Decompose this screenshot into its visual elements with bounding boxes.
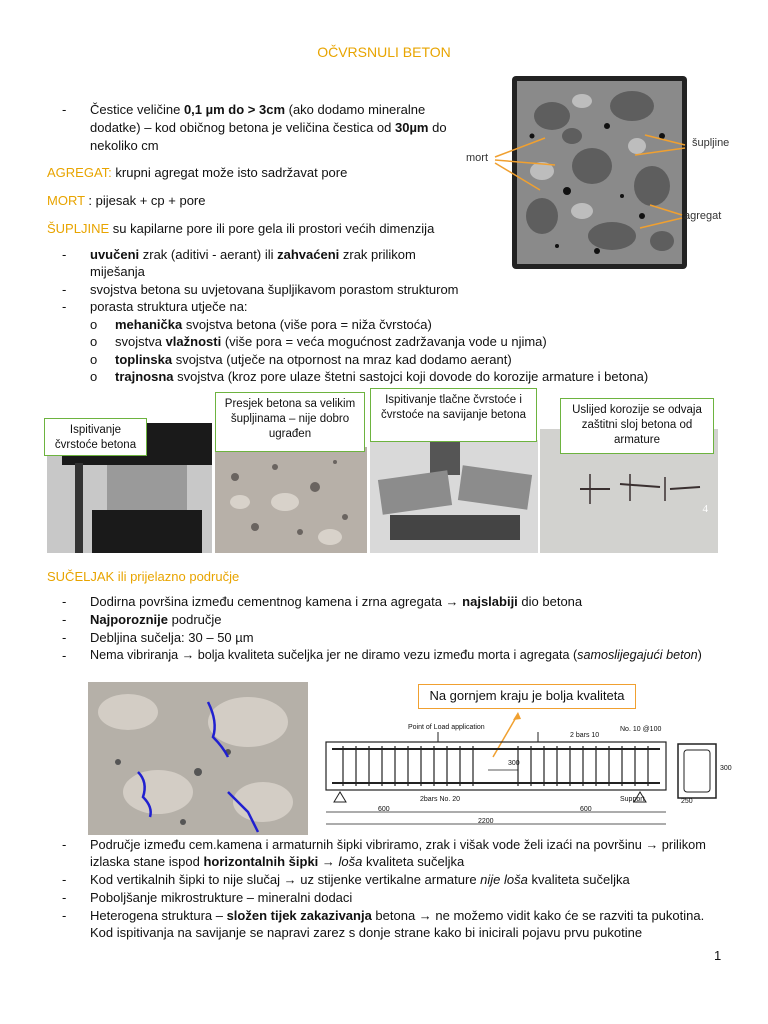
beam-note: Na gornjem kraju je bolja kvaliteta: [418, 684, 636, 709]
page-title: OČVRSNULI BETON: [317, 44, 451, 60]
prop-toplinska: toplinska svojstva (utječe na otpornost na mraz kad dodamo aerant): [115, 352, 512, 367]
prop-trajnosna: trajnosna svojstva (kroz pore ulaze štetni sastojci koji dovode do korozije armature i betona): [115, 369, 649, 384]
caption-flexure: Ispitivanje tlačne čvrstoće i čvrstoće na savijanje betona: [370, 388, 537, 442]
photo-interface: [88, 682, 308, 835]
beam-bars-bot: 2bars No. 20: [420, 796, 461, 803]
sucelje-bullet-2: Najporoznije područje: [90, 612, 222, 627]
bottom-bullet-1b: izlaska stane ispod horizontalnih šipki → loša kvaliteta sučeljka: [90, 854, 465, 869]
prop-mehanicka: mehanička svojstva betona (više pora = niža čvrstoća): [115, 317, 432, 332]
supljine-bullet-2: svojstva betona su uvjetovana šupljikavom porastom strukturom: [90, 282, 459, 297]
intro-line-2: dodatke) – kod običnog betona je veličina čestica od 30µm do: [90, 120, 447, 135]
beam-bars-top: 2 bars 10: [570, 732, 600, 739]
label-supljine: šupljine: [692, 137, 730, 149]
beam-d600a: 600: [378, 806, 390, 813]
caption-compression: Ispitivanje čvrstoće betona: [44, 418, 147, 456]
agregat-line: AGREGAT: krupni agregat može isto sadržavat pore: [47, 165, 348, 180]
bottom-bullet-2: Kod vertikalnih šipki to nije slučaj → uz stijenke vertikalne armature nije loša kvaliteta sučeljka: [90, 872, 630, 887]
beam-mid: 300: [508, 760, 520, 767]
intro-line-3: nekoliko cm: [90, 138, 159, 153]
photo-flexure-test: [370, 440, 538, 553]
photo-number: 4: [702, 503, 708, 515]
bottom-bullet-3: Poboljšanje mikrostrukture – mineralni dodaci: [90, 890, 353, 905]
sucelje-bullet-4: Nema vibriranja → bolja kvaliteta sučeljka jer ne diramo vezu između morta i agregata (samoslijegajući beton): [90, 648, 702, 662]
page-number: 1: [714, 948, 722, 963]
label-mort: mort: [466, 152, 488, 164]
sucelje-heading: SUČELJAK ili prijelazno područje: [47, 569, 240, 584]
beam-total: 2200: [478, 818, 494, 825]
supljine-line: ŠUPLJINE su kapilarne pore ili pore gela ili prostori većih dimenzija: [47, 221, 435, 236]
bottom-bullet-4b: Kod ispitivanja na savijanje se napravi zarez s donje strane kako bi inicirali pojavu prvu pukotine: [90, 925, 643, 940]
caption-corrosion: Uslijed korozije se odvaja zaštitni sloj betona od armature: [560, 398, 714, 454]
sucelje-bullet-3: Debljina sučelja: 30 – 50 µm: [90, 630, 254, 645]
beam-load: Point of Load application: [408, 724, 485, 731]
caption-section: Presjek betona sa velikim šupljinama – nije dobro ugrađen: [215, 392, 365, 452]
bottom-bullet-4: Heterogena struktura – složen tijek zakazivanja betona → ne možemo vidit kako će se razviti ta pukotina.: [90, 908, 705, 923]
figure-arrows: [460, 130, 690, 240]
supljine-bullet-1: uvučeni zrak (aditivi - aerant) ili zahvaćeni zrak prilikom: [90, 247, 416, 262]
photo-section-voids: [215, 447, 367, 553]
mort-line: MORT : pijesak + cp + pore: [47, 193, 206, 208]
beam-stirrups: No. 10 @100: [620, 726, 662, 733]
beam-w: 250: [681, 798, 693, 805]
supljine-bullet-1b: miješanja: [90, 264, 145, 279]
sucelje-bullet-1: Dodirna površina između cementnog kamena i zrna agregata → najslabiji dio betona: [90, 594, 583, 609]
beam-d600b: 600: [580, 806, 592, 813]
bottom-bullet-1: Područje između cem.kamena i armaturnih šipki vibriramo, zrak i višak vode želi izaći na površinu → prilikom: [90, 837, 706, 852]
beam-support: Support: [620, 796, 645, 803]
supljine-bullet-3: porasta struktura utječe na:: [90, 299, 248, 314]
bullet-dash: -: [62, 102, 67, 117]
intro-line-1: Čestice veličine 0,1 µm do > 3cm (ako dodamo mineralne: [90, 102, 426, 117]
label-agregat: agregat: [684, 210, 722, 222]
beam-diagram: [318, 712, 738, 832]
prop-vlaznosti: svojstva vlažnosti (više pora = veća mogućnost zadržavanja vode u njima): [115, 334, 547, 349]
beam-h: 300: [720, 765, 732, 772]
